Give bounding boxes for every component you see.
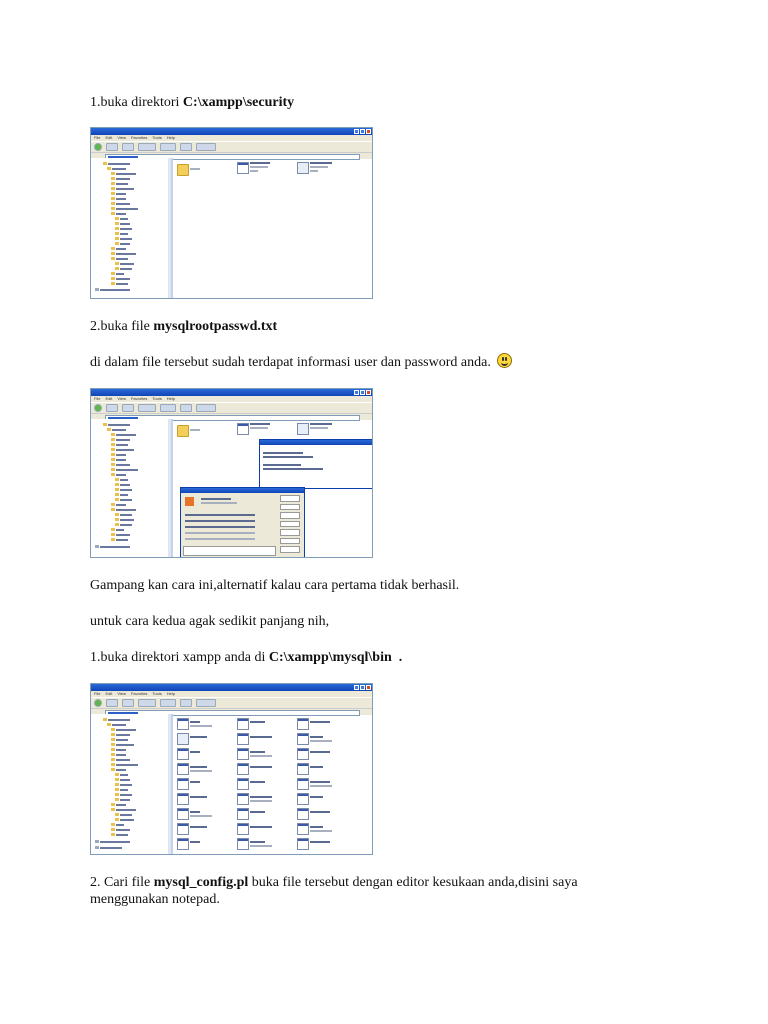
file-icon: [297, 838, 309, 850]
file-icon: [297, 733, 309, 745]
file-icon: [237, 823, 249, 835]
file-icon: [177, 808, 189, 820]
file-icon: [177, 748, 189, 760]
file-icon: [237, 778, 249, 790]
step-text: 2.buka file: [90, 319, 154, 334]
step-1-mysql-bin-dir: [90, 649, 402, 666]
note-paragraph: [90, 577, 459, 594]
screenshot-security-folder: File Edit View Favorites Tools Help: [90, 127, 373, 299]
screenshot-mysql-bin-folder: File Edit View Favorites Tools Help: [90, 683, 373, 855]
info-text: di dalam file tersebut sudah terdapat informasi user dan password anda.: [90, 355, 495, 370]
step-text: 2. Cari file: [90, 875, 154, 890]
step-text: menggunakan notepad.: [90, 892, 220, 907]
filename-mysqlrootpasswd: mysqlrootpasswd.txt: [153, 319, 278, 334]
step-2-continued: [90, 891, 220, 908]
file-icon: [177, 718, 189, 730]
file-icon: [237, 838, 249, 850]
file-icon: [297, 778, 309, 790]
trailing-period: .: [391, 650, 403, 665]
file-icon: [297, 718, 309, 730]
file-icon: [297, 763, 309, 775]
file-icon: [237, 808, 249, 820]
file-icon: [177, 778, 189, 790]
smiley-emoticon-icon: [497, 353, 512, 368]
file-icon: [297, 808, 309, 820]
step-2-find-config: [90, 874, 578, 891]
file-icon: [177, 793, 189, 805]
file-icon: [237, 763, 249, 775]
file-icon: [177, 838, 189, 850]
path-security: C:\xampp\security: [182, 95, 295, 110]
filename-mysql-config: mysql_config.pl: [153, 875, 249, 890]
screenshot-password-file: File Edit View Favorites Tools Help: [90, 388, 373, 558]
file-icon: [177, 763, 189, 775]
info-paragraph: [90, 353, 512, 371]
file-icon: [297, 748, 309, 760]
second-method-intro: [90, 613, 329, 630]
note-text: Gampang kan cara ini,alternatif kalau cara pertama tidak berhasil.: [90, 578, 460, 593]
file-icon: [237, 748, 249, 760]
file-icon: [297, 793, 309, 805]
file-icon: [237, 718, 249, 730]
file-icon: [177, 823, 189, 835]
step-text-continued: buka file tersebut dengan editor kesukaan anda,disini saya: [248, 875, 578, 890]
file-icon: [297, 823, 309, 835]
step-text: 1.buka direktori: [90, 95, 183, 110]
step-2-open-file: [90, 318, 277, 335]
file-icon: [237, 793, 249, 805]
step-text: 1.buka direktori xampp anda di: [90, 650, 269, 665]
file-icon: [177, 733, 189, 745]
path-mysql-bin: C:\xampp\mysql\bin: [268, 650, 392, 665]
step-1-security-dir: [90, 94, 294, 111]
file-icon: [237, 733, 249, 745]
intro-text: untuk cara kedua agak sedikit panjang nih,: [90, 614, 330, 629]
